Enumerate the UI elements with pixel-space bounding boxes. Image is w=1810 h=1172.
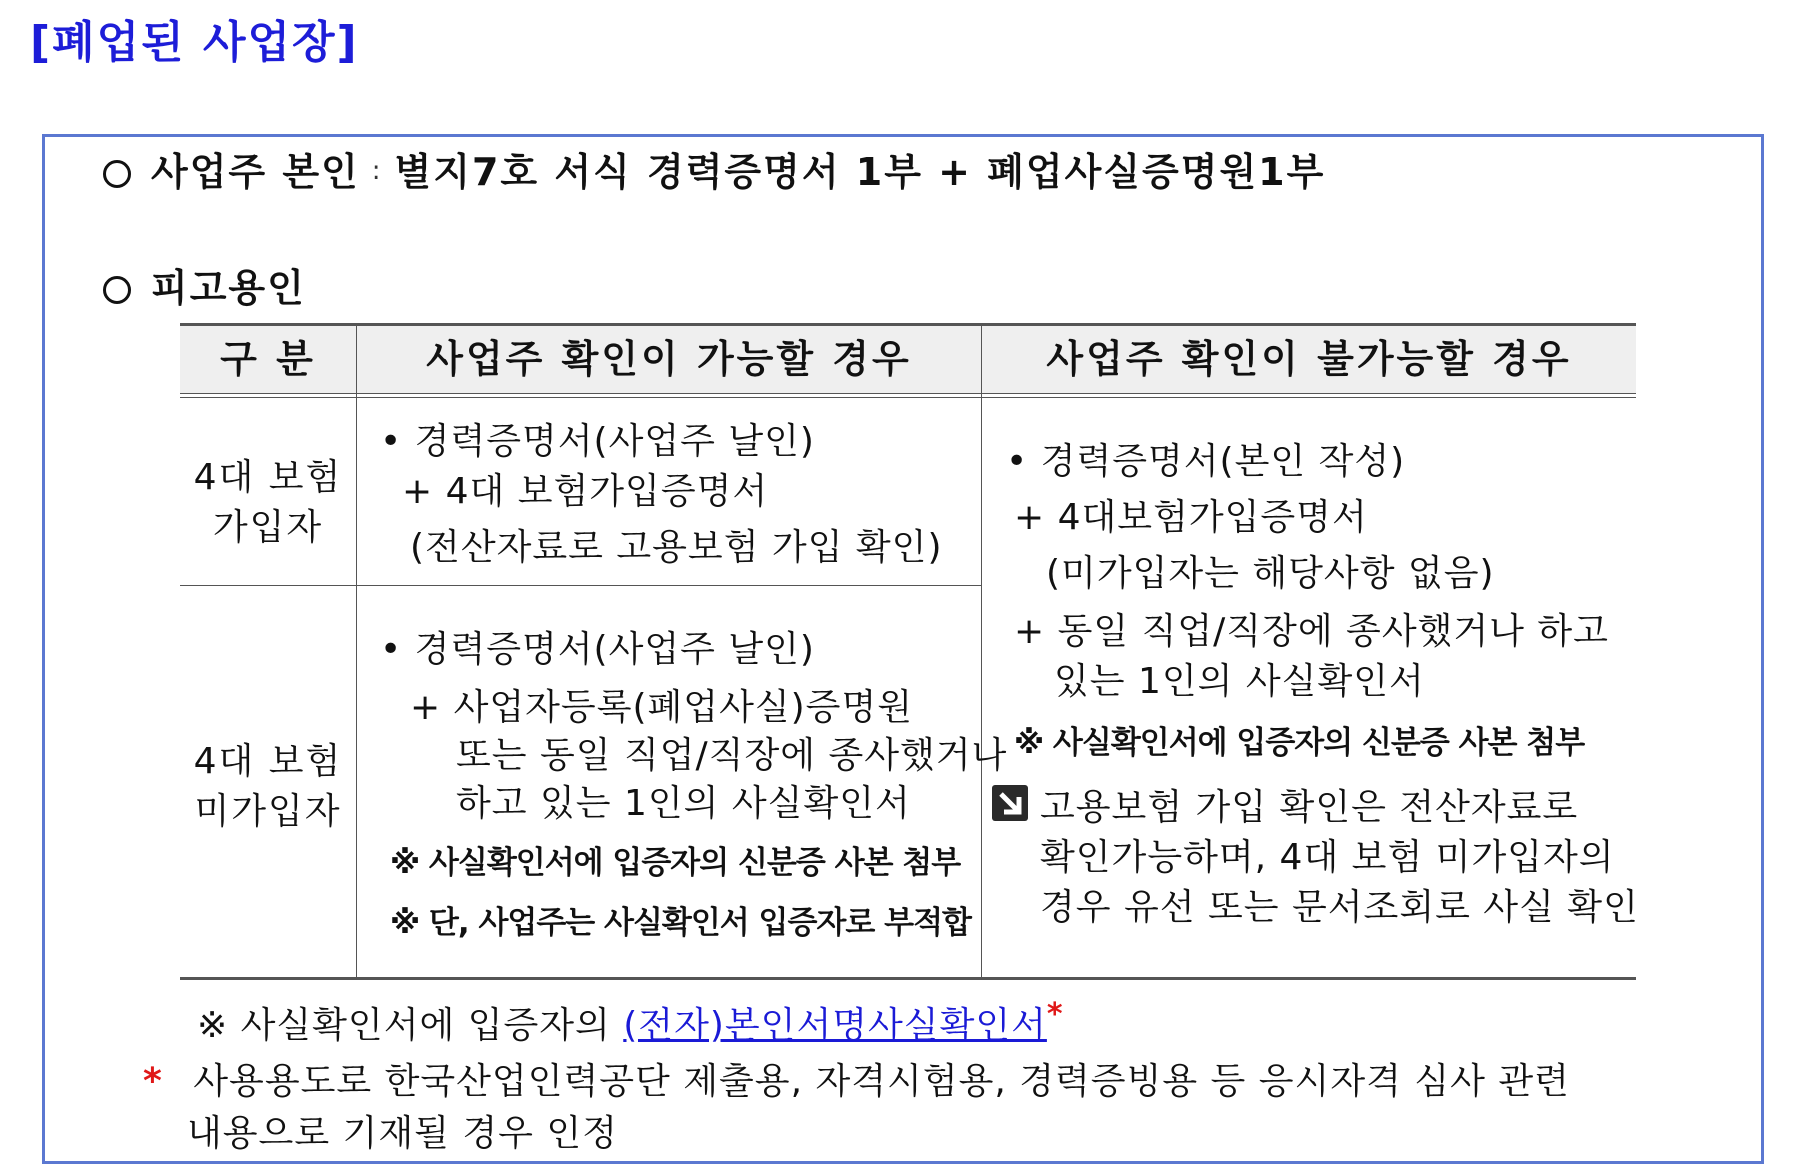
owner-separator: :	[371, 156, 383, 186]
header-impossible: 사업주 확인이 불가능할 경우	[1046, 337, 1572, 381]
header-rule-bottom	[180, 397, 1636, 398]
possible-r1-line3: (전산자료로 고용보험 가입 확인)	[410, 527, 943, 568]
column-divider-2	[981, 323, 982, 979]
row-label-line: 가입자	[212, 507, 324, 548]
owner-line	[103, 141, 1325, 196]
impossible-line2: + 4대보험가입증명서	[1014, 497, 1368, 538]
impossible-arrow-line3: 경우 유선 또는 문서조회로 사실 확인	[1040, 887, 1639, 928]
column-divider-1	[356, 323, 357, 979]
impossible-note: ※ 사실확인서에 입증자의 신분증 사본 첨부	[1014, 725, 1585, 761]
circle-bullet-icon	[103, 160, 131, 188]
impossible-arrow-line2: 확인가능하며, 4대 보험 미가입자의	[1040, 837, 1615, 878]
header-rule-top	[180, 393, 1636, 394]
table-bottom-rule	[180, 977, 1636, 980]
content-panel	[42, 134, 1764, 1164]
row-label-insured	[180, 453, 356, 553]
row-label-line: 4대 보험	[193, 741, 343, 782]
impossible-line3: (미가입자는 해당사항 없음)	[1046, 553, 1495, 594]
possible-r2-note1: ※ 사실확인서에 입증자의 신분증 사본 첨부	[390, 845, 961, 881]
employee-label: 피고용인	[151, 266, 306, 310]
possible-r1-line1: • 경력증명서(사업주 날인)	[380, 421, 815, 462]
star-marker: *	[143, 1061, 163, 1102]
owner-label: 사업주 본인	[151, 150, 360, 194]
eligibility-table	[180, 323, 1639, 979]
footnote-star: *	[1046, 997, 1064, 1032]
employee-line	[103, 257, 306, 312]
row-divider	[180, 585, 981, 586]
header-category: 구 분	[220, 337, 316, 381]
impossible-line1: • 경력증명서(본인 작성)	[1006, 441, 1406, 482]
row-label-line: 4대 보험	[193, 457, 343, 498]
possible-r2-line3: 또는 동일 직업/직장에 종사했거나	[456, 735, 1008, 776]
impossible-line4: + 동일 직업/직장에 종사했거나 하고	[1014, 611, 1609, 652]
circle-bullet-icon	[103, 276, 131, 304]
header-possible: 사업주 확인이 가능할 경우	[426, 337, 912, 381]
impossible-line5: 있는 1인의 사실확인서	[1054, 661, 1425, 702]
possible-r2-note2: ※ 단, 사업주는 사실확인서 입증자로 부적합	[390, 905, 971, 941]
star-note-line1	[143, 1053, 1570, 1104]
possible-r2-line2: + 사업자등록(폐업사실)증명원	[410, 687, 914, 728]
impossible-arrow-line1: 고용보험 가입 확인은 전산자료로	[1040, 787, 1579, 828]
footnote-prefix: ※ 사실확인서에 입증자의	[197, 1005, 611, 1046]
footnote-line	[197, 997, 1064, 1048]
row-label-uninsured	[180, 737, 356, 837]
arrow-down-right-icon	[992, 785, 1028, 821]
star-note-text1: 사용용도로 한국산업인력공단 제출용, 자격시험용, 경력증빙용 등 응시자격 심사 관련	[193, 1061, 1570, 1102]
row-label-line: 미가입자	[194, 791, 342, 832]
star-note-line2: 내용으로 기재될 경우 인정	[187, 1113, 618, 1154]
possible-r2-line1: • 경력증명서(사업주 날인)	[380, 629, 815, 670]
esign-confirmation-link[interactable]: (전자)본인서명사실확인서	[623, 1005, 1047, 1046]
possible-r1-line2: + 4대 보험가입증명서	[402, 471, 769, 512]
possible-r2-line4: 하고 있는 1인의 사실확인서	[456, 783, 911, 824]
owner-text: 별지7호 서식 경력증명서 1부 + 폐업사실증명원1부	[394, 150, 1326, 194]
page-title: [폐업된 사업장]	[30, 17, 359, 68]
